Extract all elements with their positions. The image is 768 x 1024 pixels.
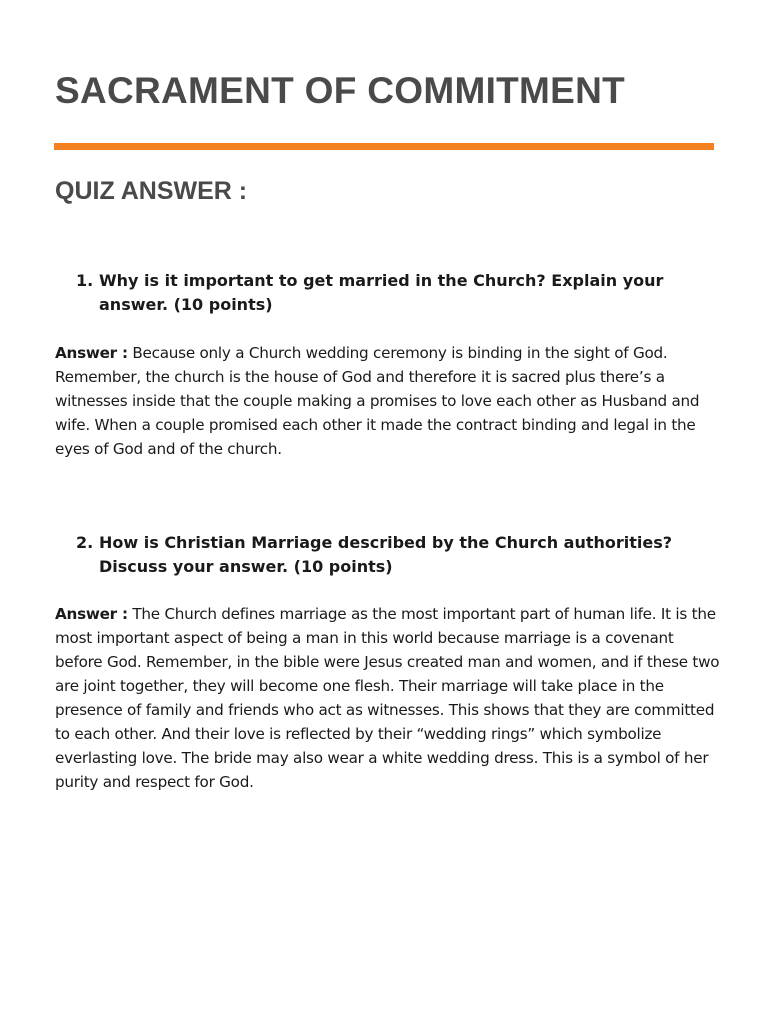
answer-text: The Church defines marriage as the most important part of human life. It is the most important aspect of being a man in this world because marriage is a covenant before God. Remember, in the bible were Jesus created man and women, and if these two are joint together, they will become one flesh. Their marriage will take place in the presence of family and friends who act as witnesses. This shows that they are committed to each other. And their love is reflected by their “wedding rings” which symbolize everlasting love. The bride may also wear a white wedding dress. This is a symbol of her purity and respect for God.: [55, 605, 720, 791]
question-number: 2.: [76, 533, 94, 552]
answer-label: Answer :: [55, 344, 128, 362]
answer-text: Because only a Church wedding ceremony is binding in the sight of God. Remember, the church is the house of God and therefore it is sacred plus there’s a witnesses inside that the couple making a promises to love each other as Husband and wife. When a couple promised each other it made the contract binding and legal in the eyes of God and of the church.: [55, 344, 700, 458]
page-title: SACRAMENT OF COMMITMENT: [55, 70, 626, 111]
question-2: [55, 531, 705, 579]
answer-1: [55, 341, 720, 461]
question-text: How is Christian Marriage described by the Church authorities? Discuss your answer. (10 points): [99, 533, 673, 576]
question-1: [55, 269, 705, 317]
question-text: Why is it important to get married in the Church? Explain your answer. (10 points): [99, 271, 664, 314]
question-number: 1.: [76, 271, 94, 290]
title-divider: [54, 143, 714, 150]
section-heading: QUIZ ANSWER :: [55, 177, 248, 205]
answer-label: Answer :: [55, 605, 128, 623]
answer-2: [55, 602, 720, 794]
